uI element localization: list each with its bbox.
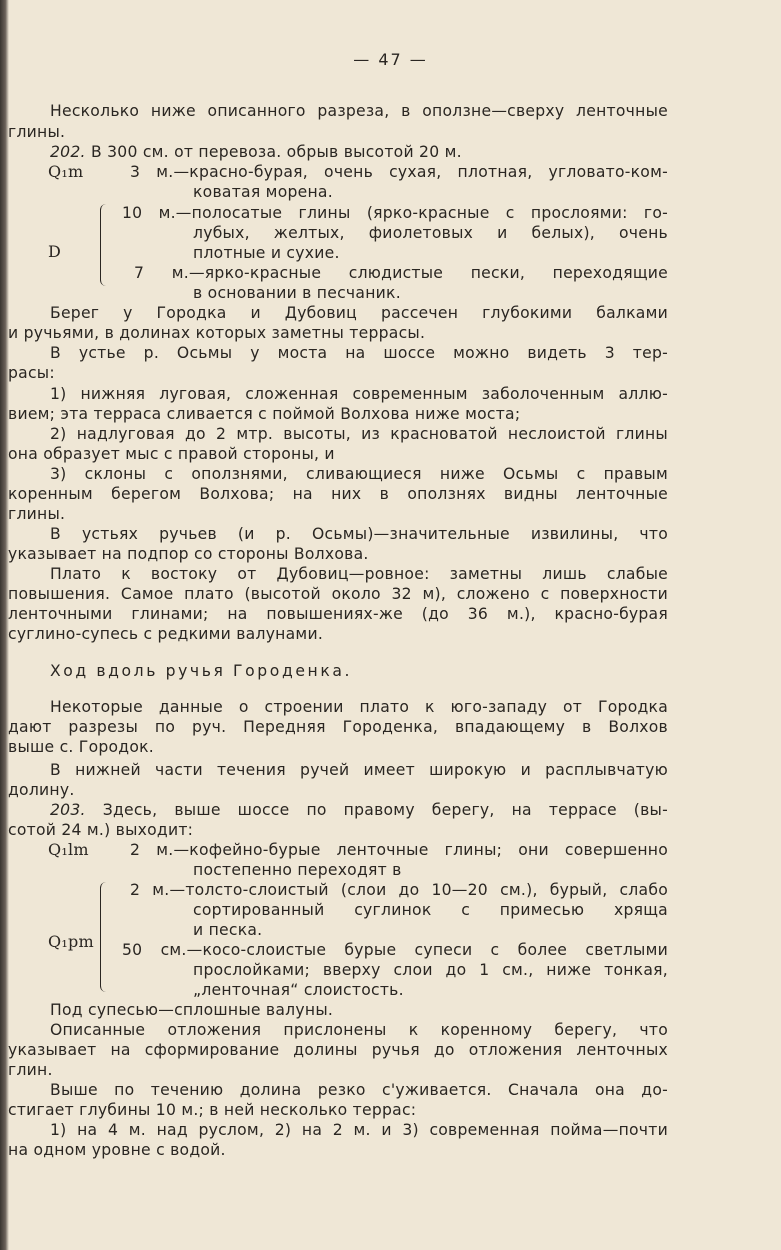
text-line: сотой 24 м.) выходит: [8, 821, 194, 839]
text-line: стигает глубины 10 м.; в ней несколько террас: [8, 1101, 417, 1119]
text-line: В устье р. Осьмы у моста на шоссе можно видеть 3 тер- [50, 344, 668, 362]
text-line: лубых, желтых, фиолетовых и белых), очень [193, 224, 668, 242]
text-line: „ленточная“ слоистость. [193, 981, 404, 999]
text-line: выше с. Городок. [8, 738, 154, 756]
text-line: сортированный суглинок с примесью хряща [193, 901, 668, 919]
text-line: дают разрезы по руч. Передняя Городенка, впадающему в Волхов [8, 718, 668, 736]
text-line: 3 м.—красно-бурая, очень сухая, плотная, угловато-ком- [130, 163, 668, 181]
section-number: 202. [50, 143, 86, 161]
text-line: расы: [8, 364, 55, 382]
stratum-label-q1lm: Q₁lm [48, 840, 89, 859]
stratum-label-d: D [48, 242, 62, 261]
text-line: повышения. Самое плато (высотой около 32 м), сложено с поверхности [8, 585, 668, 603]
text-line: Выше по течению долина резко с'уживается. Сначала она до- [50, 1081, 668, 1099]
text-line: 3) склоны с оползнями, сливающиеся ниже Осьмы с правым [50, 465, 668, 483]
text-line: 1) на 4 м. над руслом, 2) на 2 м. и 3) современная пойма—почти [50, 1121, 668, 1139]
text-line: Берег у Городка и Дубовиц рассечен глубокими балками [50, 304, 668, 322]
text-line: Несколько ниже описанного разреза, в оползне—сверху ленточные [50, 102, 668, 120]
text-line: 50 см.—косо-слоистые бурые супеси с более светлыми [122, 941, 668, 959]
text-line: В устьях ручьев (и р. Осьмы)—значительные извилины, что [50, 525, 668, 543]
text-line: коренным берегом Волхова; на них в оползнях видны ленточные [8, 485, 668, 503]
text-line: 7 м.—ярко-красные слюдистые пески, переходящие [134, 264, 668, 282]
text-line: 1) нижняя луговая, сложенная современным заболоченным аллю- [50, 385, 668, 403]
text-line: в основании в песчаник. [193, 284, 401, 302]
text-line: Некоторые данные о строении плато к юго-западу от Городка [50, 698, 668, 716]
stratum-brace [100, 204, 109, 286]
section-number: 203. [50, 801, 86, 819]
text-line: 2 м.—кофейно-бурые ленточные глины; они совершенно [130, 841, 668, 859]
text-line: Здесь, выше шоссе по правому берегу, на террасе (вы- [102, 801, 668, 819]
text-line: глины. [8, 505, 66, 523]
text-line: прослойками; вверху слои до 1 см., ниже тонкая, [193, 961, 668, 979]
text-line: постепенно переходят в [193, 861, 402, 879]
text-line: Под супесью—сплошные валуны. [50, 1001, 334, 1019]
text-line: на одном уровне с водой. [8, 1141, 226, 1159]
text-line: В нижней части течения ручей имеет широкую и расплывчатую [50, 761, 668, 779]
text-line: 2) надлуговая до 2 мтр. высоты, из красноватой неслоистой глины [50, 425, 668, 443]
text-line: Описанные отложения прислонены к коренному берегу, что [50, 1021, 668, 1039]
stratum-label-q1m: Q₁m [48, 162, 84, 181]
text-line: суглино-супесь с редкими валунами. [8, 625, 324, 643]
section-202 [50, 142, 462, 162]
text-line: и песка. [193, 921, 263, 939]
text-line: указывает на сформирование долины ручья до отложения ленточных [8, 1041, 668, 1059]
text-line: плотные и сухие. [193, 244, 340, 262]
text-line: и ручьями, в долинах которых заметны террасы. [8, 324, 426, 342]
stratum-label-q1pm: Q₁pm [48, 932, 94, 951]
text-line: глины. [8, 123, 66, 141]
text-line: Плато к востоку от Дубовиц—ровное: заметны лишь слабые [50, 565, 668, 583]
text-line: 10 м.—полосатые глины (ярко-красные с прослоями: го- [122, 204, 668, 222]
page-number: — 47 — [353, 50, 428, 69]
text-line: долину. [8, 781, 75, 799]
text-line: В 300 см. от перевоза. обрыв высотой 20 м. [90, 143, 462, 161]
text-line: она образует мыс с правой стороны, и [8, 445, 335, 463]
text-line: коватая морена. [193, 183, 333, 201]
section-203 [50, 800, 668, 820]
text-line: 2 м.—толсто-слоистый (слои до 10—20 см.), бурый, слабо [130, 881, 668, 899]
text-line: глин. [8, 1061, 53, 1079]
text-line: указывает на подпор со стороны Волхова. [8, 545, 369, 563]
text-line: вием; эта терраса сливается с поймой Волхова ниже моста; [8, 405, 521, 423]
stratum-brace [100, 882, 109, 992]
text-line: ленточными глинами; на повышениях-же (до 36 м.), красно-бурая [8, 605, 668, 623]
section-heading: Ход вдоль ручья Городенка. [50, 662, 353, 680]
